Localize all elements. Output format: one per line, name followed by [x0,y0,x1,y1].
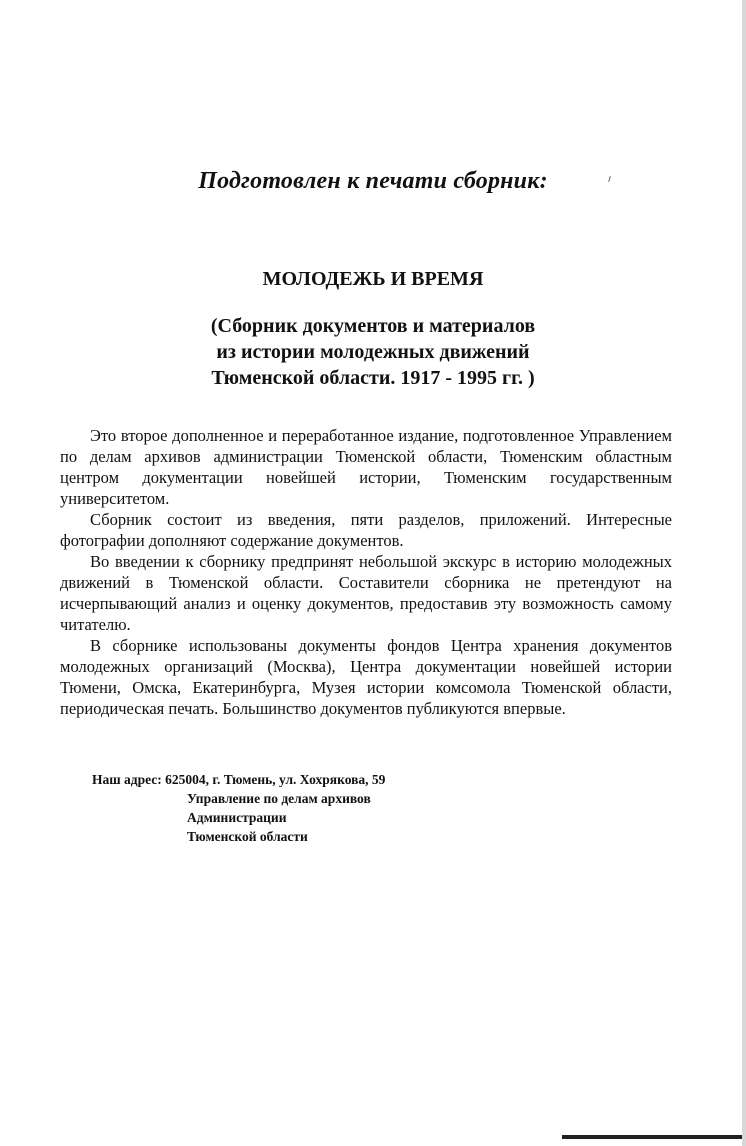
description-body [60,425,672,719]
address-organization: Управление по делам архивов [187,791,371,806]
paragraph-sources: В сборнике использованы документы фондов Центра хранения документов молодежных организаций (Москва), Центра документации новейшей истории Тюмени, Омска, Екатеринбурга, Музея истории комсомола Тюменской области, периодическая печать. Большинство документов публикуются впервые. [60,636,672,718]
subtitle-line: Тюменской области. 1917 - 1995 гг. ) [211,367,535,389]
scan-edge-bottom [562,1135,746,1139]
paragraph-structure: Сборник состоит из введения, пяти разделов, приложений. Интересные фотографии дополняют содержание документов. [60,510,672,550]
book-title: МОЛОДЕЖЬ И ВРЕМЯ [262,268,484,290]
address-line: Наш адрес: 625004, г. Тюмень, ул. Хохрякова, 59 [92,772,386,787]
contact-address [92,770,385,846]
announcement-heading: Подготовлен к печати сборник: [198,168,548,194]
subtitle-line: из истории молодежных движений [216,341,530,363]
scan-edge-right [742,0,746,1146]
address-region: Тюменской области [187,829,308,844]
book-subtitle [0,313,746,391]
paragraph-introduction: Во введении к сборнику предпринят небольшой экскурс в историю молодежных движений в Тюменской области. Составители сборника не претендуют на исчерпывающий анализ и оценку документов, предоставив эту возможность самому читателю. [60,552,672,634]
subtitle-line: (Сборник документов и материалов [210,315,536,337]
paragraph-edition: Это второе дополненное и переработанное издание, подготовленное Управлением по делам архивов администрации Тюменской области, Тюменским областным центром документации новейшей истории, Тюменским государственным университетом. [60,426,672,508]
address-administration: Администрации [187,810,287,825]
